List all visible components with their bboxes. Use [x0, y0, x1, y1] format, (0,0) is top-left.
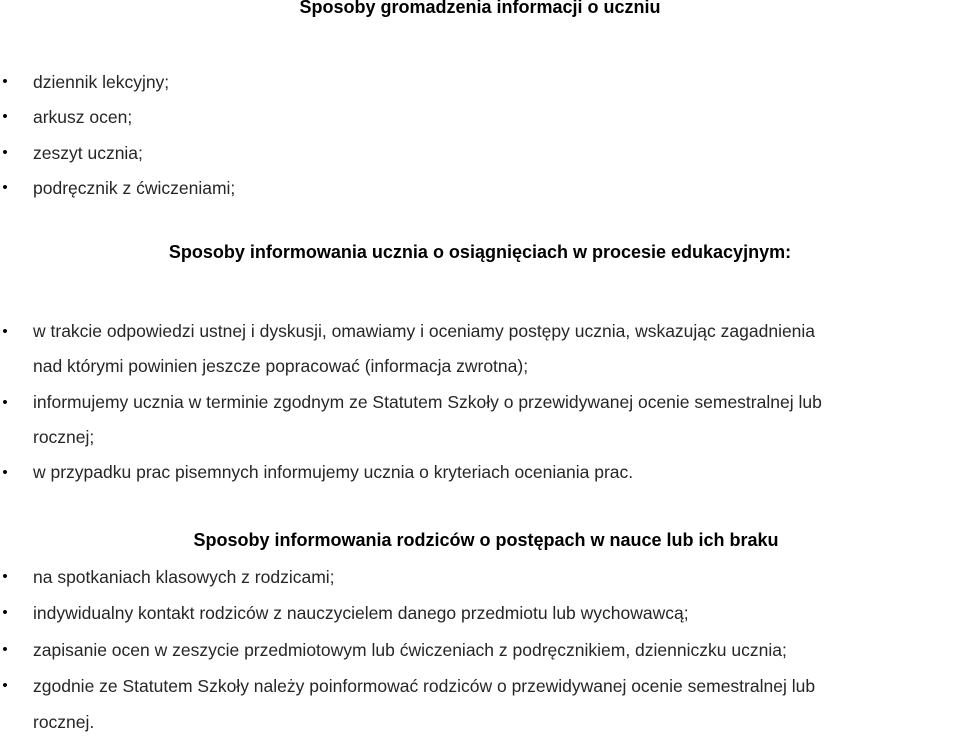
bullet-icon: •	[2, 464, 8, 482]
bullet-icon: •	[2, 323, 8, 340]
informing-student-list	[0, 314, 960, 490]
list-item-line: rocznej.	[33, 712, 95, 733]
list-item-line: na spotkaniach klasowych z rodzicami;	[33, 567, 335, 587]
list-item-line: nad którymi powinien jeszcze popracować (informacja zwrotna);	[33, 356, 529, 377]
list-item-line: informujemy ucznia w terminie zgodnym ze Statutem Szkoły o przewidywanej ocenie semestralnej lub	[33, 391, 822, 412]
bullet-icon: •	[2, 108, 8, 126]
list-item	[0, 632, 960, 668]
bullet-icon: •	[2, 143, 8, 161]
list-item-line: w trakcie odpowiedzi ustnej i dyskusji, omawiamy i oceniamy postępy ucznia, wskazując zagadnienia	[33, 321, 816, 341]
list-item-line: zgodnie ze Statutem Szkoły należy poinformować rodziców o przewidywanej ocenie semestralnej lub	[33, 675, 816, 696]
bullet-icon: •	[2, 640, 8, 658]
bullet-icon: •	[2, 604, 8, 622]
bullet-icon: •	[2, 73, 8, 90]
bullet-icon: •	[2, 178, 8, 196]
section-title-informing-student: Sposoby informowania ucznia o osiągnięciach w procesie edukacyjnym:	[168, 242, 792, 262]
list-item	[0, 314, 960, 385]
list-item-line: w przypadku prac pisemnych informujemy ucznia o kryteriach oceniania prac.	[33, 462, 634, 483]
bullet-icon: •	[2, 568, 8, 585]
list-item	[0, 455, 960, 490]
list-item	[0, 385, 960, 456]
bullet-icon: •	[2, 676, 8, 694]
section-title-gathering-info: Sposoby gromadzenia informacji o uczniu	[299, 0, 661, 17]
list-item-line: zapisanie ocen w zeszycie przedmiotowym lub ćwiczeniach z podręcznikiem, dzienniczku ucznia;	[33, 639, 787, 660]
list-item: • dziennik lekcyjny;	[0, 69, 960, 104]
list-item-line: indywidualny kontakt rodziców z nauczycielem danego przedmiotu lub wychowawcą;	[33, 603, 689, 624]
list-item: • arkusz ocen;	[0, 104, 960, 139]
section-title-informing-parents: Sposoby informowania rodziców o postępach w nauce lub ich braku	[193, 530, 779, 550]
bullet-icon: •	[2, 393, 8, 411]
list-item: • podręcznik z ćwiczeniami;	[0, 175, 960, 210]
list-item	[0, 559, 960, 595]
gathering-info-list	[0, 69, 960, 210]
list-item	[0, 595, 960, 631]
list-item: • zeszyt ucznia;	[0, 140, 960, 175]
list-item	[0, 668, 960, 740]
list-item-line: rocznej;	[33, 426, 95, 447]
informing-parents-list	[0, 559, 960, 740]
